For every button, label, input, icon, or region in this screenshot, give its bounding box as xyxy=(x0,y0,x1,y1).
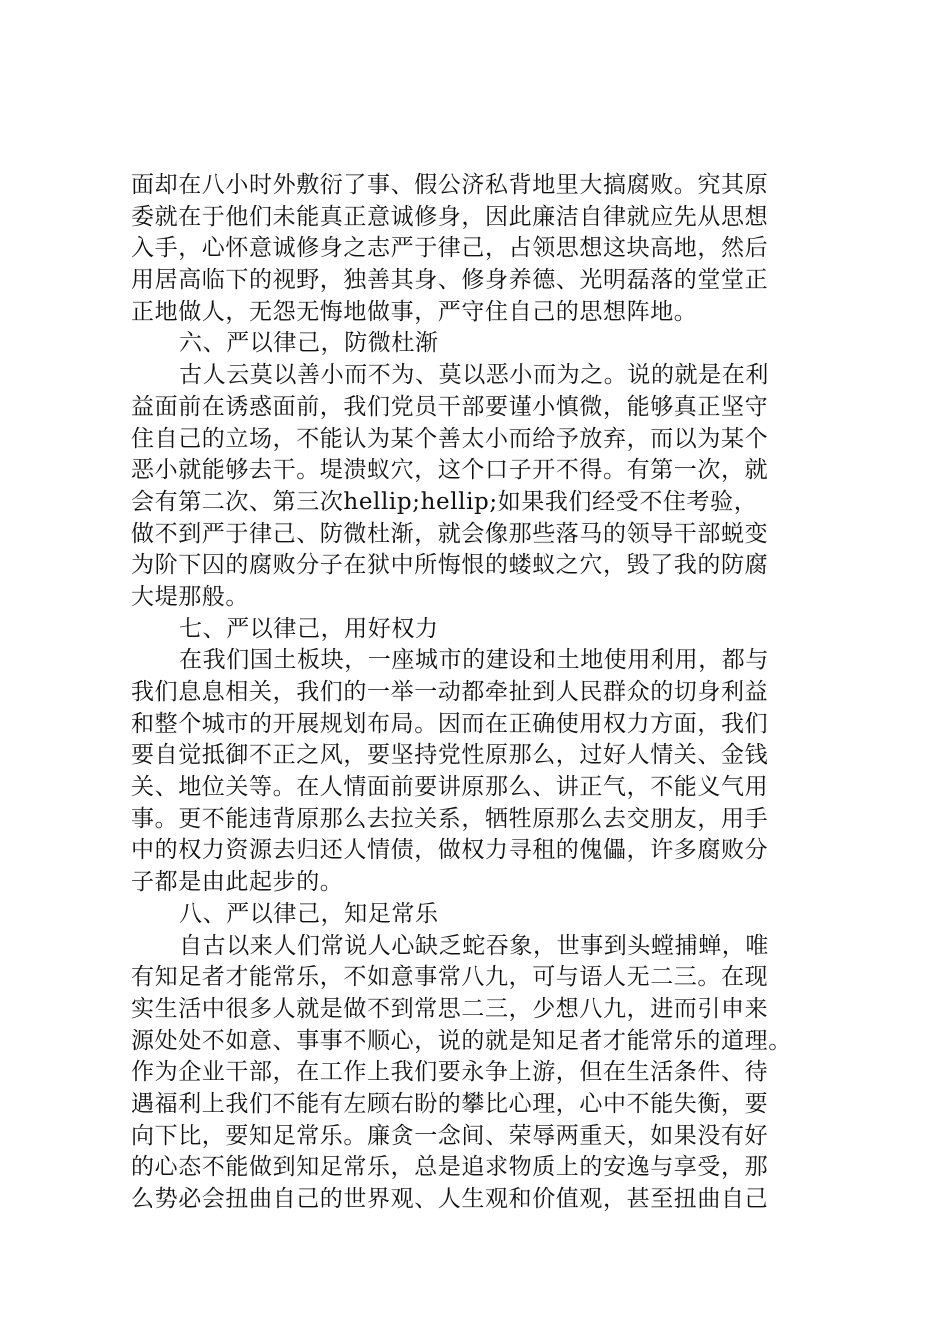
paragraph-line: 作为企业干部，在工作上我们要永争上游，但在生活条件、待 xyxy=(131,1059,769,1086)
paragraph-line: 我们息息相关，我们的一举一动都牵扯到人民群众的切身利益 xyxy=(131,679,769,705)
paragraph-line: 向下比，要知足常乐。廉贪一念间、荣辱两重天，如果没有好 xyxy=(131,1122,769,1149)
paragraph-line: 住自己的立场，不能认为某个善太小而给予放弃，而以为某个 xyxy=(131,425,769,452)
paragraph-line: 做不到严于律己、防微杜渐，就会像那些落马的领导干部蜕变 xyxy=(131,520,769,547)
paragraph-line: 会有第二次、第三次hellip;hellip;如果我们经受不住考验， xyxy=(131,488,758,515)
paragraph-line: 和整个城市的开展规划布局。因而在正确使用权力方面，我们 xyxy=(131,710,769,737)
paragraph-line: 在我们国土板块，一座城市的建设和土地使用利用，都与 xyxy=(179,647,769,674)
document-body xyxy=(131,170,831,1216)
section-heading: 八、严以律己，知足常乐 xyxy=(179,900,439,927)
paragraph-line: 古人云莫以善小而不为、莫以恶小而为之。说的就是在利 xyxy=(179,362,769,389)
paragraph-line: 用居高临下的视野，独善其身、修身养德、光明磊落的堂堂正 xyxy=(131,267,769,294)
paragraph-line: 实生活中很多人就是做不到常思二三，少想八九，进而引申来 xyxy=(131,995,769,1022)
paragraph-line: 关、地位关等。在人情面前要讲原那么、讲正气，不能义气用 xyxy=(131,774,769,801)
paragraph-line: 大堤那般。 xyxy=(131,583,249,610)
section-heading: 七、严以律己，用好权力 xyxy=(179,615,439,642)
paragraph-line: 的心态不能做到知足常乐，总是追求物质上的安逸与享受，那 xyxy=(131,1154,769,1181)
paragraph-line: 遇福利上我们不能有左顾右盼的攀比心理，心中不能失衡，要 xyxy=(131,1090,769,1117)
paragraph-line: 子都是由此起步的。 xyxy=(131,869,344,896)
paragraph-line: 面却在八小时外敷衍了事、假公济私背地里大搞腐败。究其原 xyxy=(131,172,769,198)
paragraph-line: 益面前在诱惑面前，我们党员干部要谨小慎微，能够真正坚守 xyxy=(131,393,769,420)
paragraph-line: 事。更不能违背原那么去拉关系，牺牲原那么去交朋友，用手 xyxy=(131,805,769,832)
paragraph-line: 么势必会扭曲自己的世界观、人生观和价值观，甚至扭曲自己 xyxy=(131,1186,769,1212)
paragraph-line: 入手，心怀意诚修身之志严于律己，占领思想这块高地，然后 xyxy=(131,235,769,262)
paragraph-line: 为阶下囚的腐败分子在狱中所悔恨的蝼蚁之穴，毁了我的防腐 xyxy=(131,552,769,579)
paragraph-line: 委就在于他们未能真正意诚修身，因此廉洁自律就应先从思想 xyxy=(131,203,769,230)
paragraph-line: 自古以来人们常说人心缺乏蛇吞象，世事到头螳捕蝉，唯 xyxy=(179,932,769,959)
paragraph-line: 恶小就能够去干。堤溃蚁穴，这个口子开不得。有第一次，就 xyxy=(131,457,769,484)
section-heading: 六、严以律己，防微杜渐 xyxy=(179,330,439,357)
paragraph-line: 正地做人，无怨无悔地做事，严守住自己的思想阵地。 xyxy=(131,298,698,325)
paragraph-line: 源处处不如意、事事不顺心，说的就是知足者才能常乐的道理。 xyxy=(131,1027,792,1054)
paragraph-line: 中的权力资源去归还人情债，做权力寻租的傀儡，许多腐败分 xyxy=(131,837,769,864)
paragraph-line: 有知足者才能常乐，不如意事常八九，可与语人无二三。在现 xyxy=(131,964,769,991)
paragraph-line: 要自觉抵御不正之风，要坚持党性原那么，过好人情关、金钱 xyxy=(131,742,769,769)
